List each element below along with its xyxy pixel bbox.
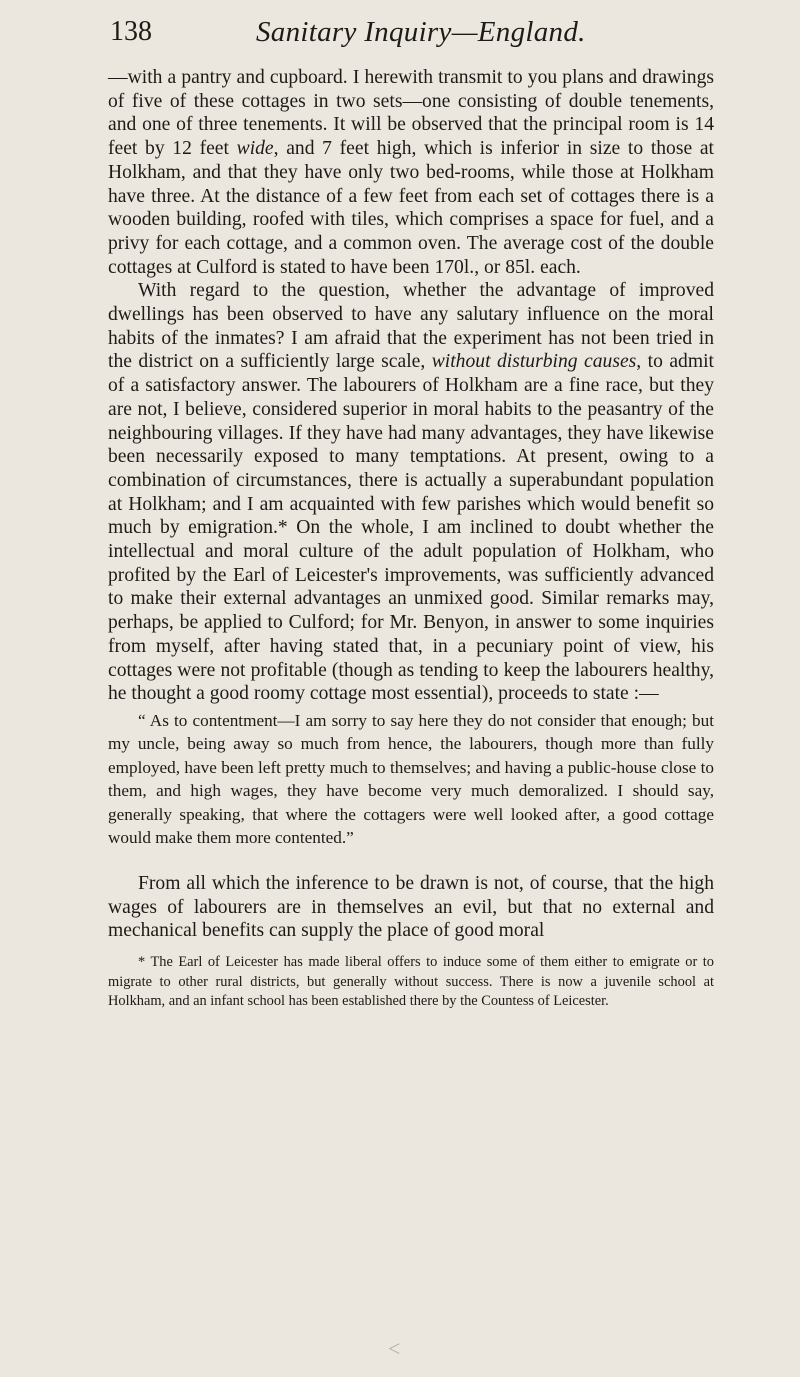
body-text	[108, 66, 714, 1012]
paragraph-2: With regard to the question, whether the advantage of improved dwellings has been observed to have any salutary influence on the moral habits of the inmates? I am afraid that the experiment has not been tried in the district on a sufficiently large scale, without disturbing causes, to admit of a satisfactory answer. The labourers of Holkham are a fine race, but they are not, I believe, considered superior in moral habits to the peasantry of the neighbouring villages. If they have had many advantages, they have likewise been necessarily exposed to many temptations. At present, owing to a combination of circumstances, there is actually a superabundant population at Holkham; and I am acquainted with few parishes which would benefit so much by emigration.* On the whole, I am inclined to doubt whether the intellectual and moral culture of the adult population of Holkham, who profited by the Earl of Leicester's improvements, was sufficiently advanced to make their external advantages an unmixed good. Similar remarks may, perhaps, be applied to Culford; for Mr. Benyon, in answer to some inquiries from myself, after having stated that, in a pecuniary point of view, his cottages were not profitable (though as tending to keep the labourers healthy, he thought a good roomy cottage most essential), proceeds to state :—	[108, 280, 714, 705]
page-number: 138	[110, 16, 152, 47]
emphasis-wide: wide	[236, 138, 274, 160]
footnote: * The Earl of Leicester has made liberal offers to induce some of them either to emigrate or to migrate to other rural districts, but generally without success. There is now a juvenile school at Holkham, and an infant school has been established there by the Countess of Leicester.	[108, 954, 714, 1010]
paragraph-1: —with a pantry and cupboard. I herewith transmit to you plans and drawings of five of these cottages in two sets—one consisting of double tenements, and one of three tenements. It will be observed that the principal room is 14 feet by 12 feet wide, and 7 feet high, which is inferior in size to those at Holkham, and that they have only two bed-rooms, while those at Holkham have three. At the distance of a few feet from each set of cottages there is a wooden building, roofed with tiles, which comprises a space for fuel, and a privy for each cottage, and a common oven. The average cost of the double cottages at Culford is stated to have been 170l., or 85l. each.	[108, 67, 714, 278]
quotation: “ As to contentment—I am sorry to say here they do not consider that enough; but my uncle, being away so much from hence, the labourers, though more than fully employed, have been left pretty much to themselves; and having a public-house close to them, and high wages, they have become very much demoralized. I should say, generally speaking, that where the cottagers were well looked after, a good cottage would make them more contented.”	[108, 710, 714, 848]
running-title: Sanitary Inquiry—England.	[256, 16, 586, 48]
page-header	[0, 16, 800, 56]
emphasis-without-disturbing-causes: without disturbing causes	[431, 351, 637, 373]
page-mark: <	[388, 1336, 401, 1361]
paragraph-3: From all which the inference to be drawn is not, of course, that the high wages of labourers are in themselves an evil, but that no external and mechanical benefits can supply the place of good moral	[108, 872, 714, 942]
